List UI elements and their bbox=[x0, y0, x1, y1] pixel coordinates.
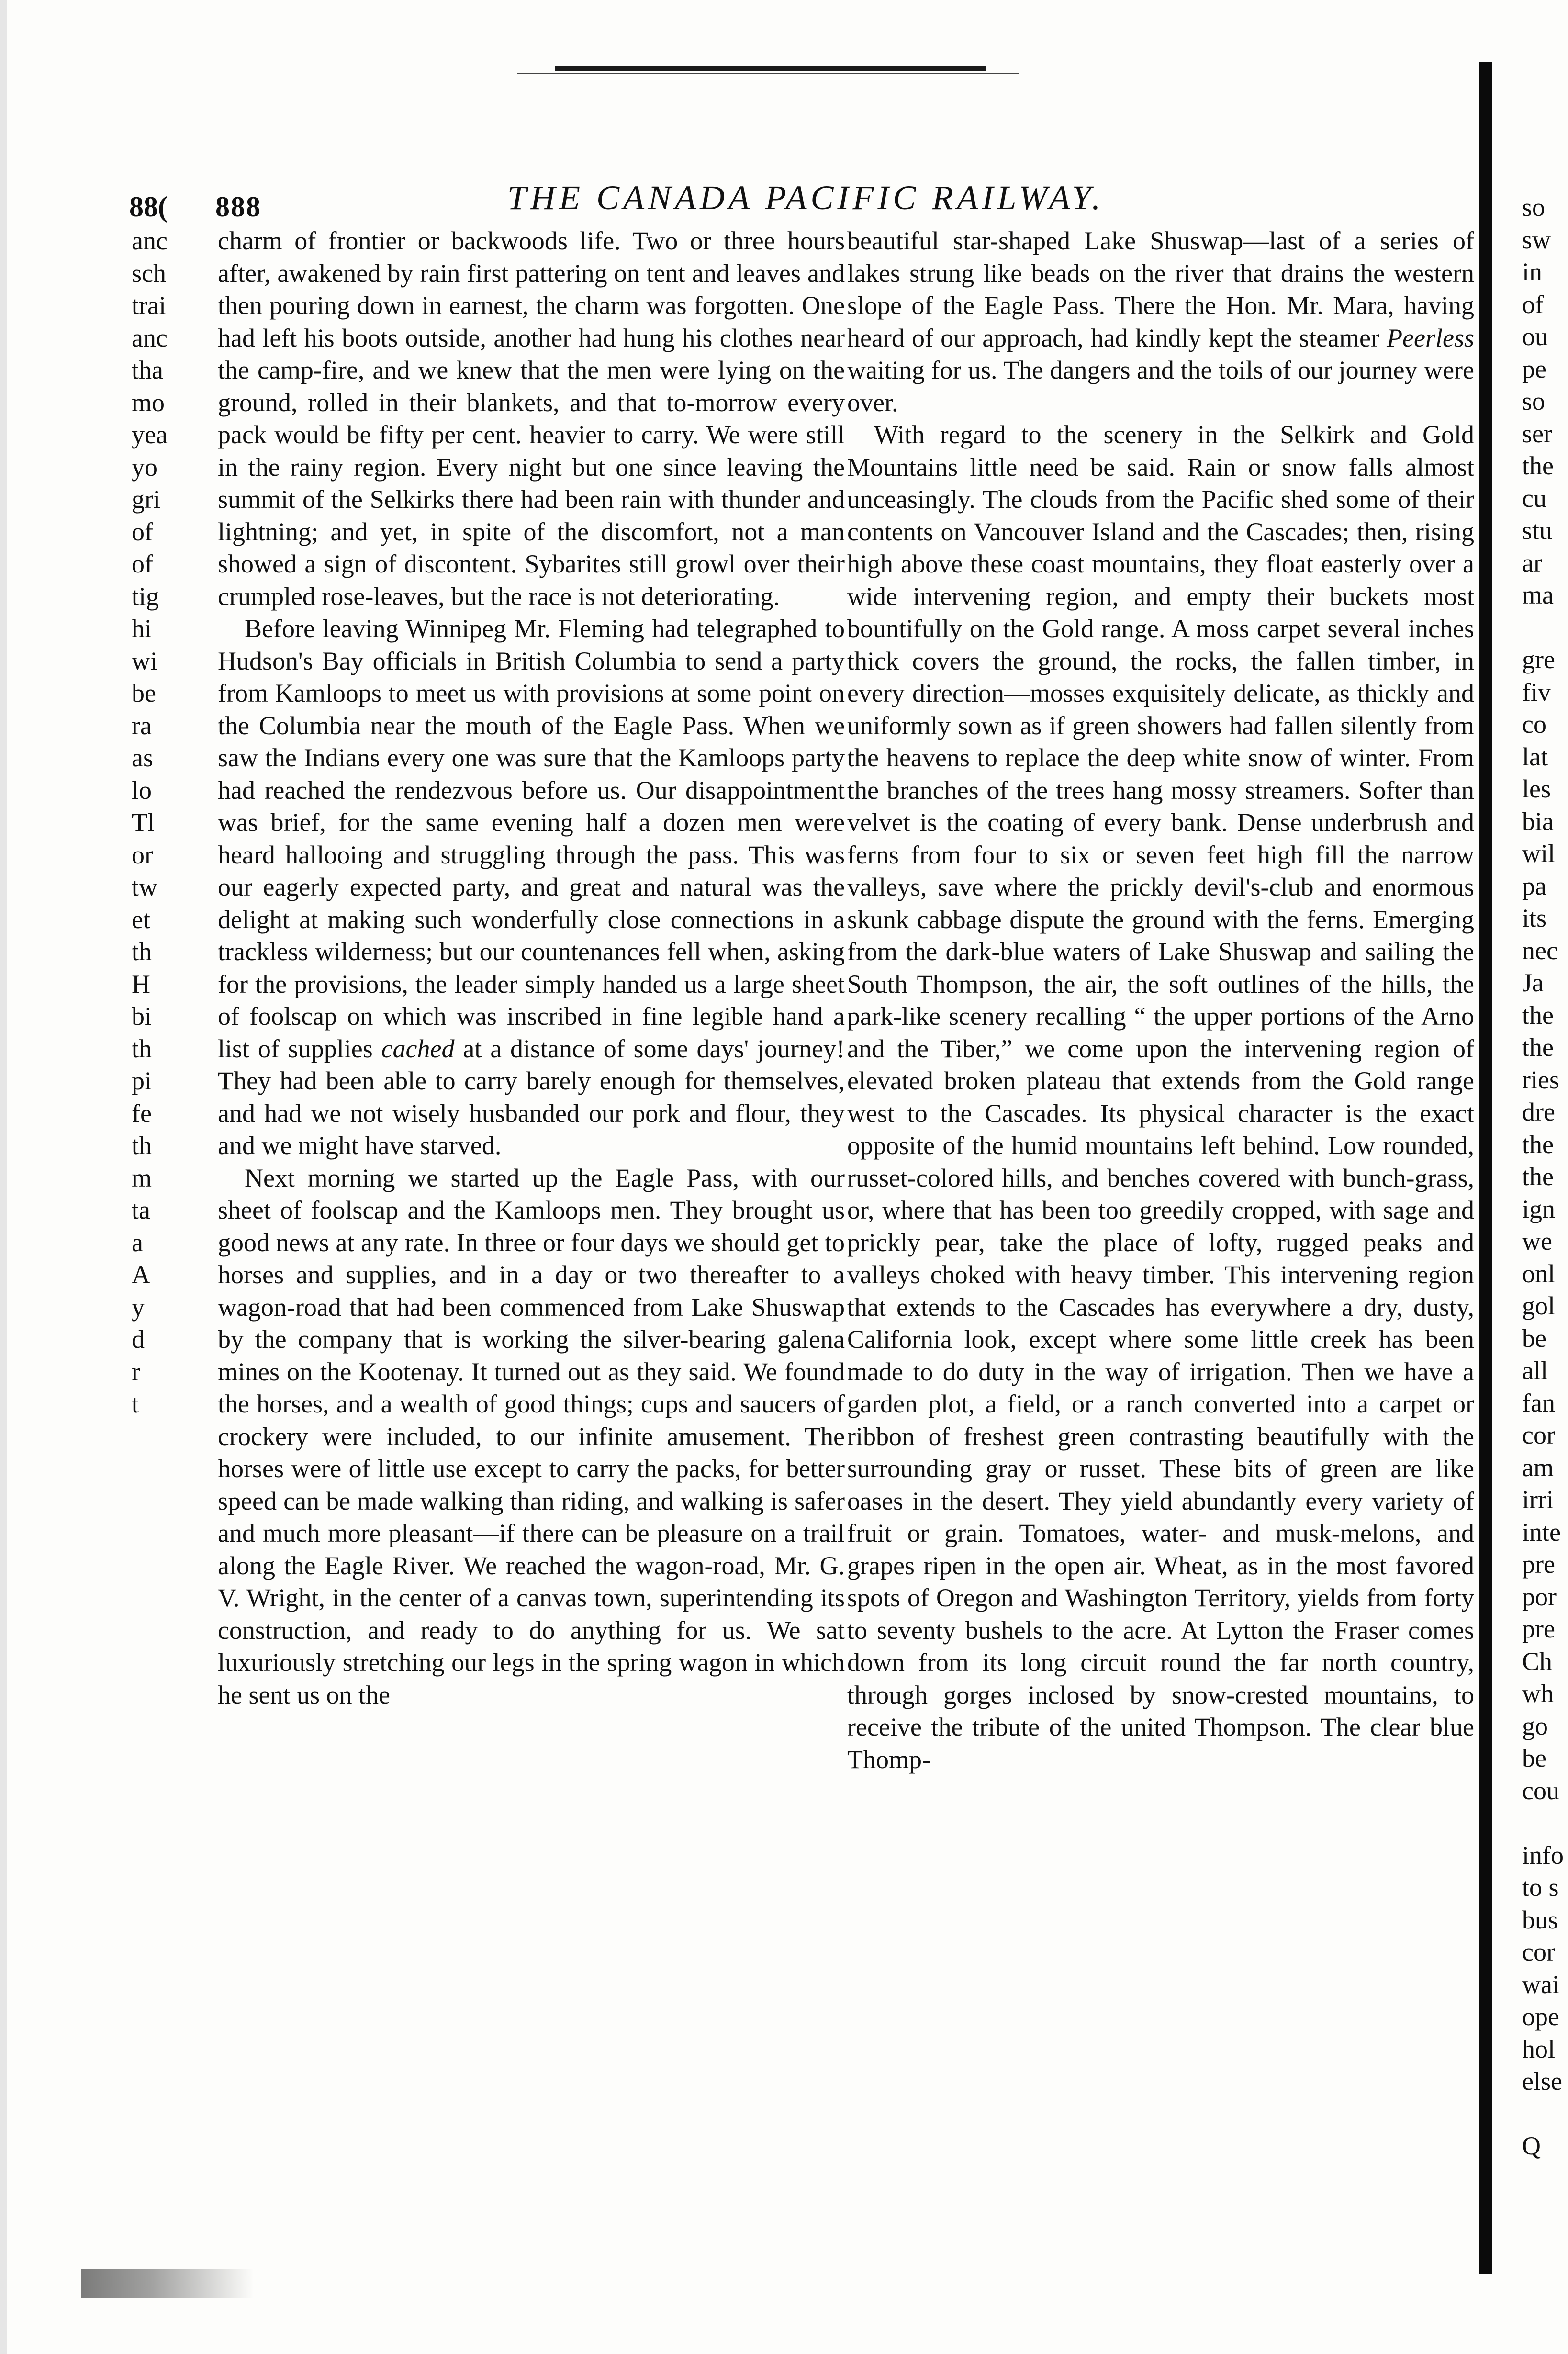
italic-term: Peerless bbox=[1387, 323, 1474, 352]
right-column bbox=[847, 225, 1474, 1776]
scan-artifact-rule bbox=[555, 66, 986, 71]
running-head: THE CANADA PACIFIC RAILWAY. bbox=[507, 179, 1105, 217]
paragraph: beautiful star-shaped Lake Shuswap—last of a series of lakes strung like beads on the river that drains the western slope of the Eagle Pass. There the Hon. Mr. Mara, having heard of our approach, had kindly kept the steamer Peerless waiting for us. The dangers and the toils of our journey were over. bbox=[847, 226, 1474, 417]
scan-smudge bbox=[81, 2269, 254, 2298]
paragraph: With regard to the scenery in the Selkirk and Gold Mountains little need be said. Rain or snow falls almost unceasingly. The clouds from the Pacific shed some of their contents on Vancouver Island and the Cascades; then, rising high above these coast mountains, they float easterly over a wide intervening region, and empty their buckets most bountifully on the Gold range. A moss carpet several inches thick covers the ground, the rocks, the fallen timber, in every direction—mosses exquisitely delicate, as thickly and uniformly sown as if green showers had fallen silently from the heavens to replace the deep white snow of winter. From the branches of the trees hang mossy streamers. Softer than velvet is the coating of every bank. Dense underbrush and ferns from four to six or seven feet high fill the narrow valleys, save where the prickly devil's-club and enormous skunk cabbage dispute the ground with the ferns. Emerging from the dark-blue waters of Lake Shuswap and sailing the South Thompson, the air, the soft outlines of the hills, the park-like scenery recalling “ the upper portions of the Arno and the Tiber,” we come upon the intervening region of elevated broken plateau that extends from the Gold range west to the Cascades. Its physical character is the exact opposite of the humid mountains left behind. Low rounded, russet-colored hills, and benches covered with bunch-grass, or, where that has been too greedily cropped, with sage and prickly pear, take the place of lofty, rugged peaks and valleys choked with heavy timber. This intervening region that extends to the Cascades has everywhere a dry, dusty, California look, except where some little creek has been made to do duty in the way of irrigation. Then we have a garden plot, a field, or a ranch converted into a carpet or ribbon of freshest green contrasting beautifully with the surrounding gray or russet. These bits of green are like oases in the desert. They yield abundantly every variety of fruit or grain. Tomatoes, water- and musk-melons, and grapes ripen in the open air. Wheat, as in the most favored spots of Oregon and Washington Territory, yields from forty to seventy bushels to the acre. At Lytton the Fraser comes down from its long circuit round the far north country, through gorges inclosed by snow-crested mountains, to receive the tribute of the united Thompson. The clear blue Thomp- bbox=[847, 420, 1474, 1774]
left-column bbox=[218, 225, 845, 1711]
gutter-shadow bbox=[1479, 62, 1492, 2274]
left-page-number-fragment: 88( bbox=[129, 191, 168, 223]
left-page-edge bbox=[0, 0, 7, 2354]
paragraph: charm of frontier or backwoods life. Two or three hours after, awakened by rain first pattering on tent and leaves and then pouring down in earnest, the charm was forgotten. One had left his boots outside, another had hung his clothes near the camp-fire, and we knew that the men were lying on the ground, rolled in their blankets, and that to-morrow every pack would be fifty per cent. heavier to carry. We were still in the rainy region. Every night but one since leaving the summit of the Selkirks there had been rain with thunder and lightning; and yet, in spite of the discomfort, not a man showed a sign of discontent. Sybarites still growl over their crumpled rose-leaves, but the race is not deteriorating. bbox=[218, 226, 845, 611]
italic-term: cached bbox=[381, 1034, 455, 1063]
scan-artifact-thin-rule bbox=[517, 73, 1019, 74]
page-number: 888 bbox=[215, 191, 261, 223]
paragraph: Before leaving Winnipeg Mr. Fleming had telegraphed to Hudson's Bay officials in British Columbia to send a party from Kamloops to meet us with provisions at some point on the Columbia near the mouth of the Eagle Pass. When we saw the Indians every one was sure that the Kamloops party had reached the rendezvous before us. Our disappointment was brief, for the same evening half a dozen men were heard hallooing and struggling through the pass. This was our eagerly expected party, and great and natural was the delight at making such wonderfully close connections in a trackless wilderness; but our countenances fell when, asking for the provisions, the leader simply handed us a large sheet of foolscap on which was inscribed in fine legible hand a list of supplies cached at a distance of some days' journey! They had been able to carry barely enough for themselves, and had we not wisely husbanded our pork and flour, they and we might have starved. bbox=[218, 614, 845, 1160]
right-margin-fragments: so sw in of ou pe so ser the cu stu ar ma gre fiv co lat les bia wil pa its nec Ja the the ries dre the the ign we onl gol be all fan cor am irri inte pre por pre Ch wh go be cou info to s bus cor wai ope hol else Q bbox=[1522, 193, 1564, 2160]
paragraph: Next morning we started up the Eagle Pass, with our sheet of foolscap and the Kamloops men. They brought us good news at any rate. In three or four days we should get to horses and supplies, and in a day or two thereafter to a wagon-road that had been commenced from Lake Shuswap by the company that is working the silver-bearing galena mines on the Kootenay. It turned out as they said. We found the horses, and a wealth of good things; cups and saucers of crockery were included, to our infinite amusement. The horses were of little use except to carry the packs, for better speed can be made walking than riding, and walking is safer and much more pleasant—if there can be pleasure on a trail along the Eagle River. We reached the wagon-road, Mr. G. V. Wright, in the center of a canvas town, superintending its construction, and ready to do anything for us. We sat luxuriously stretching our legs in the spring wagon in which he sent us on the bbox=[218, 1163, 845, 1709]
left-margin-fragments: anc sch trai anc tha mo yea yo gri of of tig hi wi be ra as lo Tl or tw et th H bi th pi fe th m ta a A y d r t bbox=[132, 226, 168, 1418]
